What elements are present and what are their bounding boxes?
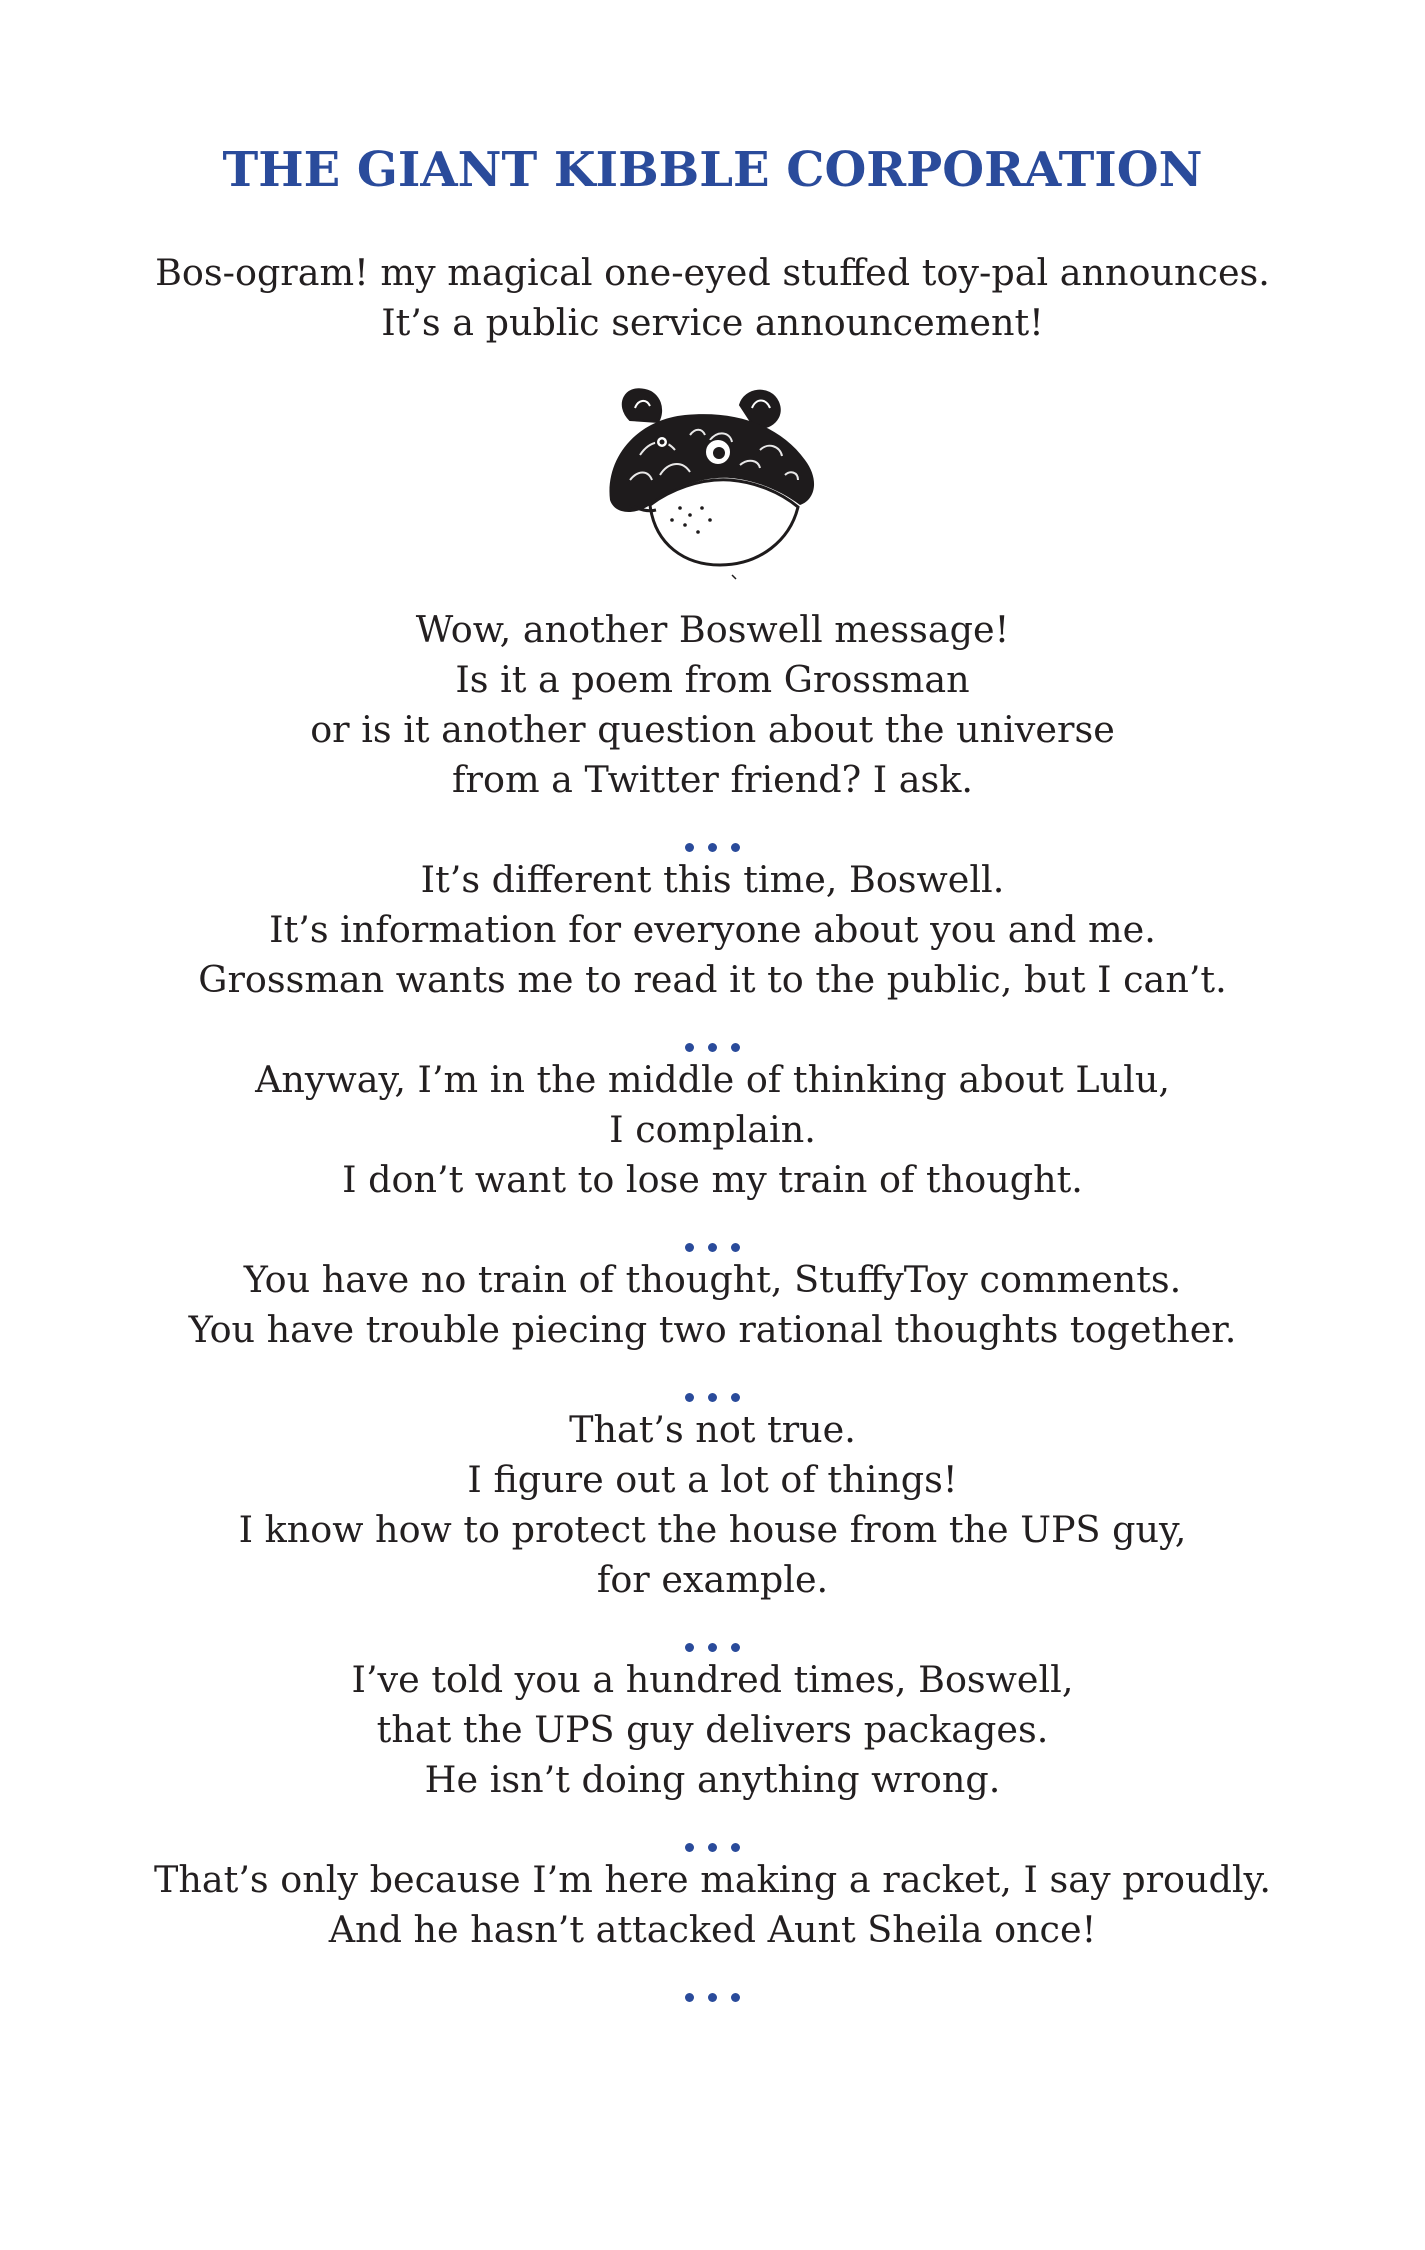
stanza xyxy=(0,605,1425,805)
stanza-line: I’ve told you a hundred times, Boswell, xyxy=(351,1658,1074,1701)
stanza xyxy=(0,855,1425,1005)
stanza-line: that the UPS guy delivers packages. xyxy=(376,1708,1049,1751)
section-divider-dots xyxy=(0,1355,1425,1405)
stanza xyxy=(0,1855,1425,1955)
stanza-line: And he hasn’t attacked Aunt Sheila once! xyxy=(328,1908,1097,1951)
stanza-line: It’s information for everyone about you and me. xyxy=(269,908,1156,951)
section-divider-dots xyxy=(0,1205,1425,1255)
stanza xyxy=(0,1405,1425,1605)
stanza-line: Wow, another Boswell message! xyxy=(415,608,1010,651)
section-divider-dots xyxy=(0,1605,1425,1655)
stanza-line: I know how to protect the house from the UPS guy, xyxy=(238,1508,1187,1551)
intro-paragraph xyxy=(0,248,1425,348)
stanza-line: That’s not true. xyxy=(569,1408,856,1451)
stanza-line: It’s different this time, Boswell. xyxy=(420,858,1005,901)
stanza-line: for example. xyxy=(596,1558,829,1601)
stanza-line: Anyway, I’m in the middle of thinking about Lulu, xyxy=(255,1058,1170,1101)
stanza-line: I don’t want to lose my train of thought. xyxy=(342,1158,1083,1201)
stanza-line: or is it another question about the universe xyxy=(310,708,1115,751)
intro-line: It’s a public service announcement! xyxy=(381,301,1044,344)
intro-line: Bos-ogram! my magical one-eyed stuffed toy-pal announces. xyxy=(155,251,1270,294)
stanza xyxy=(0,1655,1425,1805)
stanza-line: You have trouble piecing two rational thoughts together. xyxy=(188,1308,1237,1351)
stanza-line: I complain. xyxy=(609,1108,816,1151)
section-divider-dots xyxy=(0,1955,1425,2005)
stanza-line: You have no train of thought, StuffyToy comments. xyxy=(243,1258,1182,1301)
stanza-line: That’s only because I’m here making a racket, I say proudly. xyxy=(154,1858,1271,1901)
stanza xyxy=(0,1055,1425,1205)
poem-body xyxy=(0,605,1425,2005)
page-title: THE GIANT KIBBLE CORPORATION xyxy=(222,142,1203,198)
section-divider-dots xyxy=(0,805,1425,855)
section-divider-dots xyxy=(0,1005,1425,1055)
stanza-line: He isn’t doing anything wrong. xyxy=(424,1758,1001,1801)
stanza-line: from a Twitter friend? I ask. xyxy=(452,758,973,801)
section-divider-dots xyxy=(0,1805,1425,1855)
stanza-line: Is it a poem from Grossman xyxy=(455,658,970,701)
stanza xyxy=(0,1255,1425,1355)
stanza-line: Grossman wants me to read it to the public, but I can’t. xyxy=(198,958,1227,1001)
stuffed-toy-creature-icon xyxy=(590,380,830,580)
stanza-line: I figure out a lot of things! xyxy=(467,1458,958,1501)
